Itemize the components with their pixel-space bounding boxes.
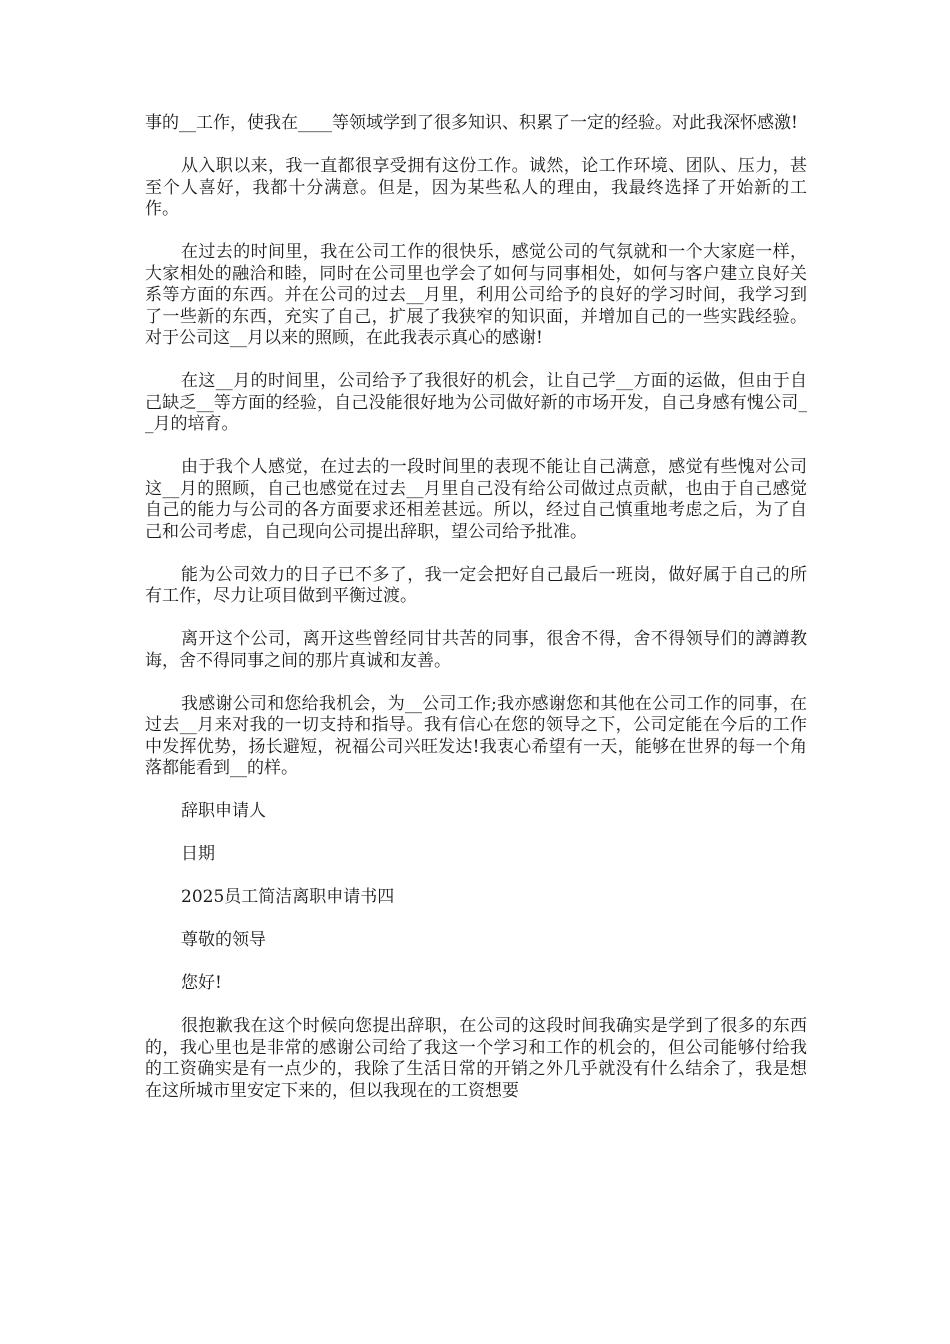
paragraph-6: 能为公司效力的日子已不多了，我一定会把好自己最后一班岗，做好属于自己的所有工作，尽力让项目做到平衡过渡。 <box>145 564 807 606</box>
paragraph-7: 离开这个公司，离开这些曾经同甘共苦的同事，很舍不得，舍不得领导们的譐譐教诲，舍不得同事之间的那片真诚和友善。 <box>145 629 807 671</box>
section-title: 2025员工简洁离职申请书四 <box>181 887 395 907</box>
paragraph-2: 从入职以来，我一直都很享受拥有这份工作。诚然，论工作环境、团队、压力，甚至个人喜好，我都十分满意。但是，因为某些私人的理由，我最终选择了开始新的工作。 <box>145 156 807 219</box>
signature-line: 辞职申请人 <box>181 801 266 821</box>
salutation: 尊敬的领导 <box>181 930 266 950</box>
paragraph-8: 我感谢公司和您给我机会，为__公司工作;我亦感谢您和其他在公司工作的同事，在过去__月来对我的一切支持和指导。我有信心在您的领导之下，公司定能在今后的工作中发挥优势，扬长避短，祝福公司兴旺发达!我衷心希望有一天，能够在世界的每一个角落都能看到__的样。 <box>145 693 807 778</box>
paragraph-3: 在过去的时间里，我在公司工作的很快乐，感觉公司的气氛就和一个大家庭一样，大家相处的融洽和睦，同时在公司里也学会了如何与同事相处，如何与客户建立良好关系等方面的东西。并在公司的过去__月里，利用公司给予的良好的学习时间，我学习到了一些新的东西，充实了自己，扩展了我狭窄的知识面，并增加自己的一些实践经验。对于公司这__月以来的照顾，在此我表示真心的感谢! <box>145 242 807 348</box>
date-line: 日期 <box>181 844 215 864</box>
final-paragraph: 很抱歉我在这个时候向您提出辞职，在公司的这段时间我确实是学到了很多的东西的，我心里也是非常的感谢公司给了我这一个学习和工作的机会的，但公司能够付给我的工资确实是有一点少的，我除了生活日常的开销之外几乎就没有什么结余了，我是想在这所城市里安定下来的，但以我现在的工资想要 <box>145 1016 807 1101</box>
document-page <box>145 113 807 1124</box>
paragraph-4: 在这__月的时间里，公司给予了我很好的机会，让自己学__方面的运做，但由于自己缺乏__等方面的经验，自己没能很好地为公司做好新的市场开发，自己身感有愧公司__月的培育。 <box>145 371 807 434</box>
greeting: 您好! <box>181 973 222 993</box>
paragraph-1: 事的__工作，使我在____等领域学到了很多知识、积累了一定的经验。对此我深怀感激! <box>145 113 798 133</box>
paragraph-5: 由于我个人感觉，在过去的一段时间里的表现不能让自己满意，感觉有些愧对公司这__月的照顾，自己也感觉在过去__月里自己没有给公司做过点贡献，也由于自己感觉自己的能力与公司的各方面要求还相差甚远。所以，经过自己慎重地考虑之后，为了自己和公司考虑，自己现向公司提出辞职，望公司给予批准。 <box>145 457 807 542</box>
